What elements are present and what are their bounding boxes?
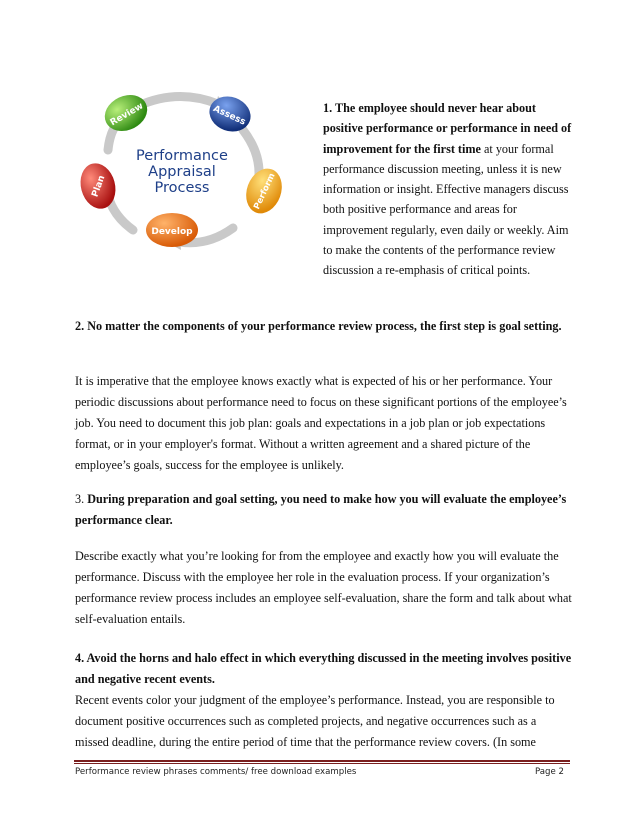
perform-label: Perform: [252, 171, 278, 212]
point-2-body: It is imperative that the employee knows exactly what is expected of his or her performance. Your periodic discussions about performance need to focus on these significant portions of the employee’s job. You need to document this job plan: goals and expectations in a job plan or job expectations format, or in your employer's format. Without a written agreement and a shared picture of the employee’s goals, success for the employee is unlikely.: [75, 374, 567, 472]
point-1-text: at your formal performance discussion meeting, unless it is new information or insight. Effective managers discuss both positive performance and areas for improvement regularly, even daily or weekly. Aim to make the contents of the performance review discussion a re-emphasis of critical points.: [323, 141, 569, 278]
center-title-line2: Appraisal: [148, 164, 216, 180]
point-1-paragraph: [323, 98, 573, 281]
point-3-heading-paragraph: [75, 489, 572, 531]
footer-rule-thin: [74, 763, 570, 764]
plan-label: Plan: [90, 174, 108, 199]
point-1-bold: 1. The employee should never hear about positive performance or performance in need of improvement for the first time: [323, 101, 572, 156]
develop-node: [146, 213, 198, 247]
point-2-heading: 2. No matter the components of your performance review process, the first step is goal setting.: [75, 319, 562, 333]
center-title-line1: Performance: [136, 148, 228, 164]
point-4-heading: 4. Avoid the horns and halo effect in which everything discussed in the meeting involves positive and negative recent events.: [75, 651, 572, 686]
diagram-center-title: [136, 148, 228, 196]
point-3-number: 3.: [75, 492, 88, 506]
footer-rule-thick: [74, 760, 570, 762]
perform-node: [240, 164, 288, 219]
center-title-line3: Process: [154, 180, 210, 196]
point-3-heading: During preparation and goal setting, you need to make how you will evaluate the employee’s performance clear.: [75, 492, 567, 527]
point-3-body: Describe exactly what you’re looking for from the employee and exactly how you will evaluate the performance. Discuss with the employee her role in the evaluation process. If your organization’s performance review process includes an employee self-evaluation, share the form and talk about what self-evaluation entails.: [75, 549, 572, 626]
develop-label: Develop: [151, 227, 193, 237]
point-4-section: [75, 648, 572, 753]
review-node: [99, 88, 153, 137]
performance-appraisal-cycle-diagram: [68, 80, 308, 272]
footer-title: Performance review phrases comments/ free download examples: [75, 767, 357, 777]
review-label: Review: [108, 101, 146, 129]
page-number: Page 2: [534, 767, 564, 777]
assess-label: Assess: [211, 103, 247, 128]
point-4-body: Recent events color your judgment of the employee’s performance. Instead, you are responsible to document positive occurrences such as completed projects, and negative occurrences such as a missed deadline, during the entire period of time that the performance review covers. (In some: [75, 693, 555, 749]
